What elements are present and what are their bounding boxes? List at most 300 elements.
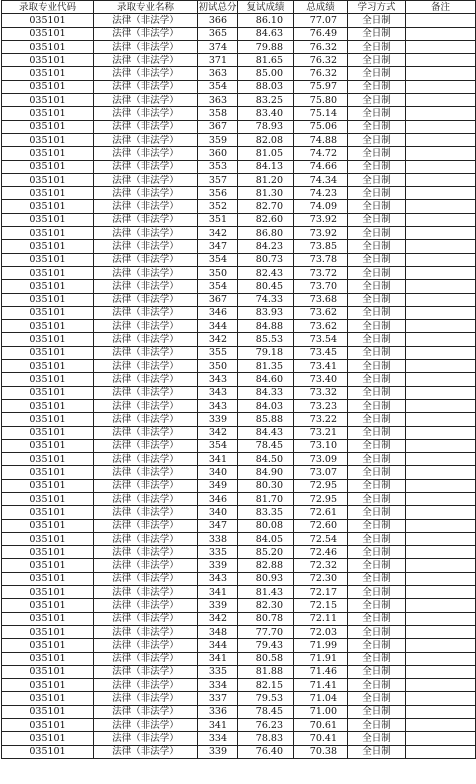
cell-major-name: 法律（非法学） bbox=[94, 293, 198, 306]
cell-major-name: 法律（非法学） bbox=[94, 14, 198, 27]
cell-initial-score: 352 bbox=[198, 200, 238, 213]
cell-study-mode: 全日制 bbox=[348, 280, 406, 293]
cell-note bbox=[406, 679, 476, 692]
cell-study-mode: 全日制 bbox=[348, 320, 406, 333]
cell-total-score: 72.17 bbox=[294, 586, 348, 599]
cell-major-code: 035101 bbox=[2, 320, 94, 333]
cell-note bbox=[406, 187, 476, 200]
cell-study-mode: 全日制 bbox=[348, 40, 406, 53]
cell-retest-score: 86.10 bbox=[238, 14, 294, 27]
cell-major-code: 035101 bbox=[2, 94, 94, 107]
cell-major-name: 法律（非法学） bbox=[94, 426, 198, 439]
cell-study-mode: 全日制 bbox=[348, 27, 406, 40]
cell-total-score: 71.41 bbox=[294, 679, 348, 692]
cell-study-mode: 全日制 bbox=[348, 120, 406, 133]
cell-study-mode: 全日制 bbox=[348, 399, 406, 412]
cell-major-name: 法律（非法学） bbox=[94, 360, 198, 373]
cell-retest-score: 84.88 bbox=[238, 320, 294, 333]
cell-retest-score: 84.50 bbox=[238, 453, 294, 466]
table-row bbox=[2, 586, 476, 599]
cell-initial-score: 351 bbox=[198, 213, 238, 226]
cell-total-score: 76.32 bbox=[294, 40, 348, 53]
cell-major-name: 法律（非法学） bbox=[94, 120, 198, 133]
cell-study-mode: 全日制 bbox=[348, 67, 406, 80]
table-row bbox=[2, 120, 476, 133]
cell-total-score: 72.60 bbox=[294, 519, 348, 532]
cell-note bbox=[406, 147, 476, 160]
cell-initial-score: 353 bbox=[198, 160, 238, 173]
cell-study-mode: 全日制 bbox=[348, 253, 406, 266]
cell-total-score: 70.61 bbox=[294, 719, 348, 732]
cell-initial-score: 341 bbox=[198, 652, 238, 665]
cell-retest-score: 84.05 bbox=[238, 532, 294, 545]
cell-total-score: 73.62 bbox=[294, 306, 348, 319]
table-row bbox=[2, 320, 476, 333]
cell-note bbox=[406, 133, 476, 146]
cell-initial-score: 343 bbox=[198, 572, 238, 585]
cell-major-code: 035101 bbox=[2, 705, 94, 718]
cell-retest-score: 84.23 bbox=[238, 240, 294, 253]
cell-total-score: 73.22 bbox=[294, 413, 348, 426]
cell-retest-score: 85.53 bbox=[238, 333, 294, 346]
cell-major-code: 035101 bbox=[2, 413, 94, 426]
cell-major-code: 035101 bbox=[2, 333, 94, 346]
cell-retest-score: 84.60 bbox=[238, 373, 294, 386]
cell-major-code: 035101 bbox=[2, 54, 94, 67]
cell-major-name: 法律（非法学） bbox=[94, 399, 198, 412]
cell-note bbox=[406, 732, 476, 745]
table-row bbox=[2, 14, 476, 27]
table-row bbox=[2, 306, 476, 319]
cell-retest-score: 83.35 bbox=[238, 506, 294, 519]
cell-major-code: 035101 bbox=[2, 306, 94, 319]
cell-study-mode: 全日制 bbox=[348, 546, 406, 559]
cell-major-code: 035101 bbox=[2, 40, 94, 53]
table-body bbox=[2, 14, 476, 759]
cell-study-mode: 全日制 bbox=[348, 625, 406, 638]
cell-initial-score: 358 bbox=[198, 107, 238, 120]
cell-total-score: 73.70 bbox=[294, 280, 348, 293]
cell-major-name: 法律（非法学） bbox=[94, 506, 198, 519]
cell-major-name: 法律（非法学） bbox=[94, 745, 198, 758]
cell-major-name: 法律（非法学） bbox=[94, 373, 198, 386]
cell-initial-score: 367 bbox=[198, 293, 238, 306]
cell-note bbox=[406, 586, 476, 599]
cell-total-score: 71.91 bbox=[294, 652, 348, 665]
cell-total-score: 73.92 bbox=[294, 213, 348, 226]
cell-major-name: 法律（非法学） bbox=[94, 107, 198, 120]
cell-retest-score: 81.43 bbox=[238, 586, 294, 599]
cell-study-mode: 全日制 bbox=[348, 386, 406, 399]
cell-total-score: 77.07 bbox=[294, 14, 348, 27]
cell-retest-score: 79.18 bbox=[238, 346, 294, 359]
cell-initial-score: 334 bbox=[198, 732, 238, 745]
cell-study-mode: 全日制 bbox=[348, 639, 406, 652]
cell-initial-score: 344 bbox=[198, 639, 238, 652]
cell-study-mode: 全日制 bbox=[348, 453, 406, 466]
cell-total-score: 73.92 bbox=[294, 227, 348, 240]
cell-note bbox=[406, 439, 476, 452]
cell-major-name: 法律（非法学） bbox=[94, 187, 198, 200]
table-row bbox=[2, 293, 476, 306]
cell-retest-score: 84.03 bbox=[238, 399, 294, 412]
cell-initial-score: 341 bbox=[198, 586, 238, 599]
cell-study-mode: 全日制 bbox=[348, 426, 406, 439]
cell-major-name: 法律（非法学） bbox=[94, 80, 198, 93]
table-row bbox=[2, 200, 476, 213]
cell-total-score: 72.32 bbox=[294, 559, 348, 572]
cell-major-code: 035101 bbox=[2, 133, 94, 146]
table-row bbox=[2, 519, 476, 532]
table-row bbox=[2, 133, 476, 146]
cell-initial-score: 347 bbox=[198, 519, 238, 532]
cell-initial-score: 335 bbox=[198, 546, 238, 559]
cell-major-code: 035101 bbox=[2, 266, 94, 279]
cell-total-score: 75.97 bbox=[294, 80, 348, 93]
cell-total-score: 73.62 bbox=[294, 320, 348, 333]
cell-study-mode: 全日制 bbox=[348, 679, 406, 692]
cell-total-score: 71.00 bbox=[294, 705, 348, 718]
cell-initial-score: 346 bbox=[198, 492, 238, 505]
cell-total-score: 73.45 bbox=[294, 346, 348, 359]
cell-study-mode: 全日制 bbox=[348, 80, 406, 93]
cell-retest-score: 80.73 bbox=[238, 253, 294, 266]
cell-initial-score: 357 bbox=[198, 173, 238, 186]
cell-initial-score: 342 bbox=[198, 227, 238, 240]
cell-retest-score: 79.43 bbox=[238, 639, 294, 652]
cell-major-name: 法律（非法学） bbox=[94, 679, 198, 692]
cell-major-code: 035101 bbox=[2, 187, 94, 200]
cell-total-score: 73.54 bbox=[294, 333, 348, 346]
cell-major-name: 法律（非法学） bbox=[94, 732, 198, 745]
cell-major-code: 035101 bbox=[2, 466, 94, 479]
cell-initial-score: 367 bbox=[198, 120, 238, 133]
cell-study-mode: 全日制 bbox=[348, 732, 406, 745]
cell-retest-score: 82.08 bbox=[238, 133, 294, 146]
cell-total-score: 73.72 bbox=[294, 266, 348, 279]
cell-major-code: 035101 bbox=[2, 453, 94, 466]
cell-retest-score: 77.70 bbox=[238, 625, 294, 638]
cell-major-name: 法律（非法学） bbox=[94, 227, 198, 240]
cell-initial-score: 347 bbox=[198, 240, 238, 253]
cell-initial-score: 354 bbox=[198, 253, 238, 266]
cell-major-code: 035101 bbox=[2, 253, 94, 266]
cell-major-code: 035101 bbox=[2, 80, 94, 93]
table-row bbox=[2, 745, 476, 758]
cell-initial-score: 363 bbox=[198, 67, 238, 80]
table-row bbox=[2, 652, 476, 665]
cell-note bbox=[406, 492, 476, 505]
cell-initial-score: 371 bbox=[198, 54, 238, 67]
cell-study-mode: 全日制 bbox=[348, 160, 406, 173]
cell-note bbox=[406, 453, 476, 466]
cell-initial-score: 339 bbox=[198, 745, 238, 758]
cell-major-name: 法律（非法学） bbox=[94, 173, 198, 186]
cell-major-code: 035101 bbox=[2, 200, 94, 213]
cell-total-score: 74.34 bbox=[294, 173, 348, 186]
cell-note bbox=[406, 67, 476, 80]
cell-retest-score: 86.80 bbox=[238, 227, 294, 240]
cell-retest-score: 79.53 bbox=[238, 692, 294, 705]
cell-total-score: 73.41 bbox=[294, 360, 348, 373]
cell-retest-score: 85.88 bbox=[238, 413, 294, 426]
cell-retest-score: 82.70 bbox=[238, 200, 294, 213]
cell-note bbox=[406, 200, 476, 213]
cell-note bbox=[406, 27, 476, 40]
cell-study-mode: 全日制 bbox=[348, 599, 406, 612]
cell-retest-score: 81.05 bbox=[238, 147, 294, 160]
cell-study-mode: 全日制 bbox=[348, 346, 406, 359]
cell-total-score: 76.49 bbox=[294, 27, 348, 40]
cell-note bbox=[406, 519, 476, 532]
table-row bbox=[2, 572, 476, 585]
cell-total-score: 73.23 bbox=[294, 399, 348, 412]
cell-note bbox=[406, 426, 476, 439]
cell-study-mode: 全日制 bbox=[348, 173, 406, 186]
cell-major-name: 法律（非法学） bbox=[94, 572, 198, 585]
cell-study-mode: 全日制 bbox=[348, 705, 406, 718]
cell-major-code: 035101 bbox=[2, 492, 94, 505]
cell-initial-score: 355 bbox=[198, 346, 238, 359]
cell-initial-score: 339 bbox=[198, 559, 238, 572]
cell-study-mode: 全日制 bbox=[348, 360, 406, 373]
cell-major-code: 035101 bbox=[2, 679, 94, 692]
table-row bbox=[2, 492, 476, 505]
cell-study-mode: 全日制 bbox=[348, 240, 406, 253]
cell-note bbox=[406, 54, 476, 67]
table-row bbox=[2, 559, 476, 572]
cell-major-name: 法律（非法学） bbox=[94, 705, 198, 718]
cell-note bbox=[406, 253, 476, 266]
cell-note bbox=[406, 386, 476, 399]
cell-retest-score: 81.30 bbox=[238, 187, 294, 200]
cell-study-mode: 全日制 bbox=[348, 519, 406, 532]
cell-major-code: 035101 bbox=[2, 346, 94, 359]
cell-total-score: 72.61 bbox=[294, 506, 348, 519]
cell-retest-score: 80.78 bbox=[238, 612, 294, 625]
cell-major-code: 035101 bbox=[2, 745, 94, 758]
cell-note bbox=[406, 665, 476, 678]
cell-note bbox=[406, 413, 476, 426]
cell-total-score: 71.46 bbox=[294, 665, 348, 678]
cell-note bbox=[406, 705, 476, 718]
cell-study-mode: 全日制 bbox=[348, 692, 406, 705]
cell-major-code: 035101 bbox=[2, 399, 94, 412]
cell-major-code: 035101 bbox=[2, 227, 94, 240]
cell-major-code: 035101 bbox=[2, 732, 94, 745]
cell-major-code: 035101 bbox=[2, 519, 94, 532]
cell-total-score: 73.85 bbox=[294, 240, 348, 253]
cell-retest-score: 80.93 bbox=[238, 572, 294, 585]
cell-major-name: 法律（非法学） bbox=[94, 333, 198, 346]
table-row bbox=[2, 40, 476, 53]
cell-note bbox=[406, 40, 476, 53]
cell-total-score: 72.95 bbox=[294, 479, 348, 492]
cell-total-score: 75.06 bbox=[294, 120, 348, 133]
cell-retest-score: 83.93 bbox=[238, 306, 294, 319]
table-row bbox=[2, 599, 476, 612]
cell-total-score: 73.40 bbox=[294, 373, 348, 386]
cell-major-name: 法律（非法学） bbox=[94, 546, 198, 559]
cell-major-code: 035101 bbox=[2, 147, 94, 160]
cell-retest-score: 82.88 bbox=[238, 559, 294, 572]
cell-major-name: 法律（非法学） bbox=[94, 240, 198, 253]
cell-note bbox=[406, 546, 476, 559]
cell-study-mode: 全日制 bbox=[348, 413, 406, 426]
cell-study-mode: 全日制 bbox=[348, 572, 406, 585]
table-row bbox=[2, 213, 476, 226]
cell-initial-score: 356 bbox=[198, 187, 238, 200]
cell-study-mode: 全日制 bbox=[348, 147, 406, 160]
header-total-score: 总成绩 bbox=[294, 1, 348, 14]
header-major-name: 录取专业名称 bbox=[94, 1, 198, 14]
header-study-mode: 学习方式 bbox=[348, 1, 406, 14]
cell-major-code: 035101 bbox=[2, 360, 94, 373]
cell-major-code: 035101 bbox=[2, 639, 94, 652]
cell-total-score: 73.09 bbox=[294, 453, 348, 466]
cell-major-code: 035101 bbox=[2, 572, 94, 585]
cell-retest-score: 81.88 bbox=[238, 665, 294, 678]
cell-note bbox=[406, 293, 476, 306]
cell-major-name: 法律（非法学） bbox=[94, 599, 198, 612]
cell-study-mode: 全日制 bbox=[348, 586, 406, 599]
cell-note bbox=[406, 173, 476, 186]
cell-major-name: 法律（非法学） bbox=[94, 346, 198, 359]
cell-major-code: 035101 bbox=[2, 67, 94, 80]
cell-study-mode: 全日制 bbox=[348, 266, 406, 279]
table-row bbox=[2, 227, 476, 240]
table-row bbox=[2, 333, 476, 346]
cell-note bbox=[406, 599, 476, 612]
cell-major-code: 035101 bbox=[2, 373, 94, 386]
cell-initial-score: 342 bbox=[198, 612, 238, 625]
cell-note bbox=[406, 107, 476, 120]
cell-initial-score: 346 bbox=[198, 306, 238, 319]
cell-major-name: 法律（非法学） bbox=[94, 147, 198, 160]
cell-study-mode: 全日制 bbox=[348, 506, 406, 519]
table-row bbox=[2, 466, 476, 479]
cell-major-name: 法律（非法学） bbox=[94, 413, 198, 426]
cell-note bbox=[406, 320, 476, 333]
cell-study-mode: 全日制 bbox=[348, 187, 406, 200]
cell-initial-score: 374 bbox=[198, 40, 238, 53]
cell-major-name: 法律（非法学） bbox=[94, 492, 198, 505]
cell-total-score: 73.21 bbox=[294, 426, 348, 439]
cell-total-score: 73.07 bbox=[294, 466, 348, 479]
cell-initial-score: 342 bbox=[198, 426, 238, 439]
cell-total-score: 70.41 bbox=[294, 732, 348, 745]
table-row bbox=[2, 692, 476, 705]
cell-major-code: 035101 bbox=[2, 612, 94, 625]
cell-study-mode: 全日制 bbox=[348, 532, 406, 545]
cell-study-mode: 全日制 bbox=[348, 479, 406, 492]
cell-study-mode: 全日制 bbox=[348, 612, 406, 625]
cell-major-code: 035101 bbox=[2, 240, 94, 253]
table-row bbox=[2, 266, 476, 279]
cell-study-mode: 全日制 bbox=[348, 439, 406, 452]
cell-note bbox=[406, 120, 476, 133]
cell-initial-score: 340 bbox=[198, 466, 238, 479]
cell-major-name: 法律（非法学） bbox=[94, 479, 198, 492]
cell-major-code: 035101 bbox=[2, 665, 94, 678]
cell-note bbox=[406, 373, 476, 386]
cell-study-mode: 全日制 bbox=[348, 719, 406, 732]
cell-major-name: 法律（非法学） bbox=[94, 586, 198, 599]
cell-initial-score: 365 bbox=[198, 27, 238, 40]
table-row bbox=[2, 506, 476, 519]
cell-major-name: 法律（非法学） bbox=[94, 466, 198, 479]
cell-initial-score: 359 bbox=[198, 133, 238, 146]
table-row bbox=[2, 479, 476, 492]
cell-note bbox=[406, 639, 476, 652]
cell-major-name: 法律（非法学） bbox=[94, 133, 198, 146]
cell-study-mode: 全日制 bbox=[348, 14, 406, 27]
cell-total-score: 73.78 bbox=[294, 253, 348, 266]
cell-note bbox=[406, 625, 476, 638]
cell-major-code: 035101 bbox=[2, 599, 94, 612]
cell-retest-score: 80.45 bbox=[238, 280, 294, 293]
cell-major-name: 法律（非法学） bbox=[94, 386, 198, 399]
cell-initial-score: 335 bbox=[198, 665, 238, 678]
cell-study-mode: 全日制 bbox=[348, 333, 406, 346]
cell-total-score: 74.23 bbox=[294, 187, 348, 200]
cell-retest-score: 81.35 bbox=[238, 360, 294, 373]
cell-initial-score: 339 bbox=[198, 413, 238, 426]
cell-total-score: 74.09 bbox=[294, 200, 348, 213]
cell-retest-score: 76.40 bbox=[238, 745, 294, 758]
cell-note bbox=[406, 240, 476, 253]
cell-retest-score: 79.88 bbox=[238, 40, 294, 53]
cell-retest-score: 84.43 bbox=[238, 426, 294, 439]
cell-initial-score: 354 bbox=[198, 280, 238, 293]
cell-note bbox=[406, 612, 476, 625]
table-row bbox=[2, 732, 476, 745]
table-row bbox=[2, 639, 476, 652]
cell-note bbox=[406, 745, 476, 758]
cell-initial-score: 350 bbox=[198, 266, 238, 279]
table-row bbox=[2, 173, 476, 186]
cell-initial-score: 354 bbox=[198, 439, 238, 452]
cell-study-mode: 全日制 bbox=[348, 745, 406, 758]
cell-note bbox=[406, 532, 476, 545]
cell-total-score: 76.32 bbox=[294, 54, 348, 67]
cell-major-name: 法律（非法学） bbox=[94, 306, 198, 319]
cell-major-name: 法律（非法学） bbox=[94, 67, 198, 80]
table-row bbox=[2, 94, 476, 107]
cell-study-mode: 全日制 bbox=[348, 373, 406, 386]
cell-note bbox=[406, 652, 476, 665]
cell-note bbox=[406, 559, 476, 572]
cell-total-score: 72.54 bbox=[294, 532, 348, 545]
cell-major-name: 法律（非法学） bbox=[94, 439, 198, 452]
cell-major-name: 法律（非法学） bbox=[94, 559, 198, 572]
cell-note bbox=[406, 280, 476, 293]
cell-total-score: 73.10 bbox=[294, 439, 348, 452]
cell-study-mode: 全日制 bbox=[348, 466, 406, 479]
cell-retest-score: 78.93 bbox=[238, 120, 294, 133]
cell-major-name: 法律（非法学） bbox=[94, 453, 198, 466]
table-row bbox=[2, 665, 476, 678]
cell-total-score: 72.03 bbox=[294, 625, 348, 638]
cell-total-score: 72.15 bbox=[294, 599, 348, 612]
cell-major-name: 法律（非法学） bbox=[94, 213, 198, 226]
cell-total-score: 71.04 bbox=[294, 692, 348, 705]
cell-major-name: 法律（非法学） bbox=[94, 27, 198, 40]
table-row bbox=[2, 360, 476, 373]
cell-note bbox=[406, 80, 476, 93]
header-retest-score: 复试成绩 bbox=[238, 1, 294, 14]
table-row bbox=[2, 67, 476, 80]
